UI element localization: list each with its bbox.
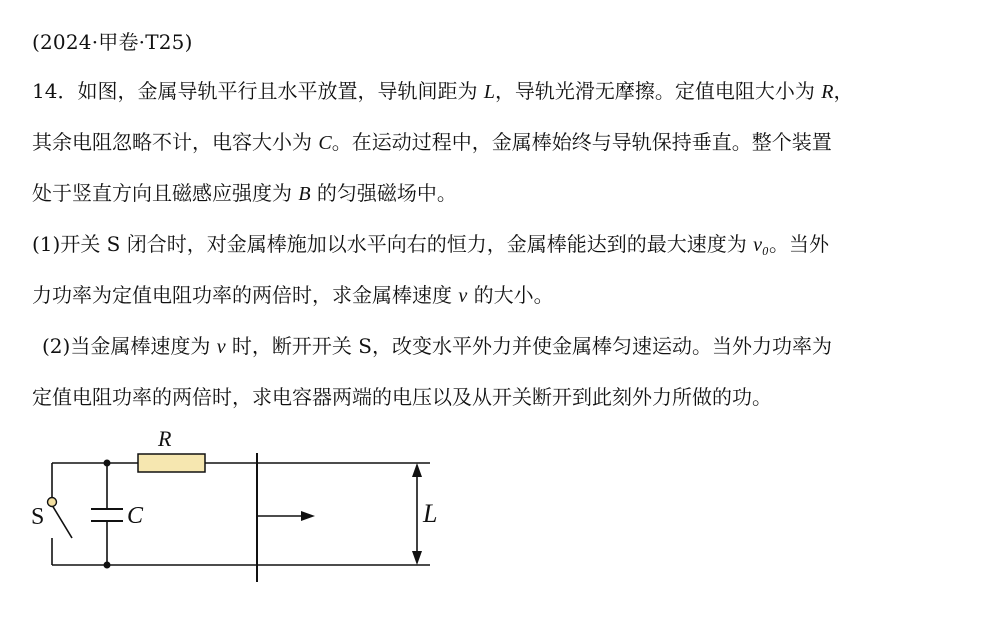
label-s: S <box>31 504 45 530</box>
l-arrowhead-top <box>412 463 422 477</box>
junction-bottom <box>104 562 111 569</box>
l-arrowhead-bottom <box>412 551 422 565</box>
circuit-diagram <box>25 425 455 590</box>
label-r: R <box>158 426 172 451</box>
part1-line-1: (1)开关 S 闭合时，对金属棒施加以水平向右的恒力，金属棒能达到的最大速度为 v₀。当外 <box>32 232 829 256</box>
source-tag: (2024·甲卷·T25) <box>32 30 193 54</box>
question-part-2 <box>32 321 962 423</box>
problem-number: 14． <box>32 79 78 103</box>
resistor <box>138 454 205 472</box>
question-part-1 <box>32 219 962 321</box>
stem-line-2: 其余电阻忽略不计，电容大小为 C。在运动过程中，金属棒始终与导轨保持垂直。整个装置 <box>32 130 832 154</box>
part2-line-1: (2)当金属棒速度为 v 时，断开开关 S，改变水平外力并使金属棒匀速运动。当外力功率为 <box>42 334 832 358</box>
stem-line-3: 处于竖直方向且磁感应强度为 B 的匀强磁场中。 <box>32 181 457 205</box>
label-c: C <box>127 503 144 529</box>
part2-line-2: 定值电阻功率的两倍时，求电容器两端的电压以及从开关断开到此刻外力所做的功。 <box>32 385 772 409</box>
switch-blade <box>52 505 72 538</box>
velocity-arrowhead <box>301 511 315 521</box>
label-l: L <box>423 499 438 528</box>
stem-line-1: 14．如图，金属导轨平行且水平放置，导轨间距为 L，导轨光滑无摩擦。定值电阻大小为 R， <box>32 79 854 103</box>
switch-pivot <box>48 498 57 507</box>
problem-stem <box>32 66 962 219</box>
part1-line-2: 力功率为定值电阻功率的两倍时，求金属棒速度 v 的大小。 <box>32 283 554 307</box>
junction-top <box>104 460 111 467</box>
